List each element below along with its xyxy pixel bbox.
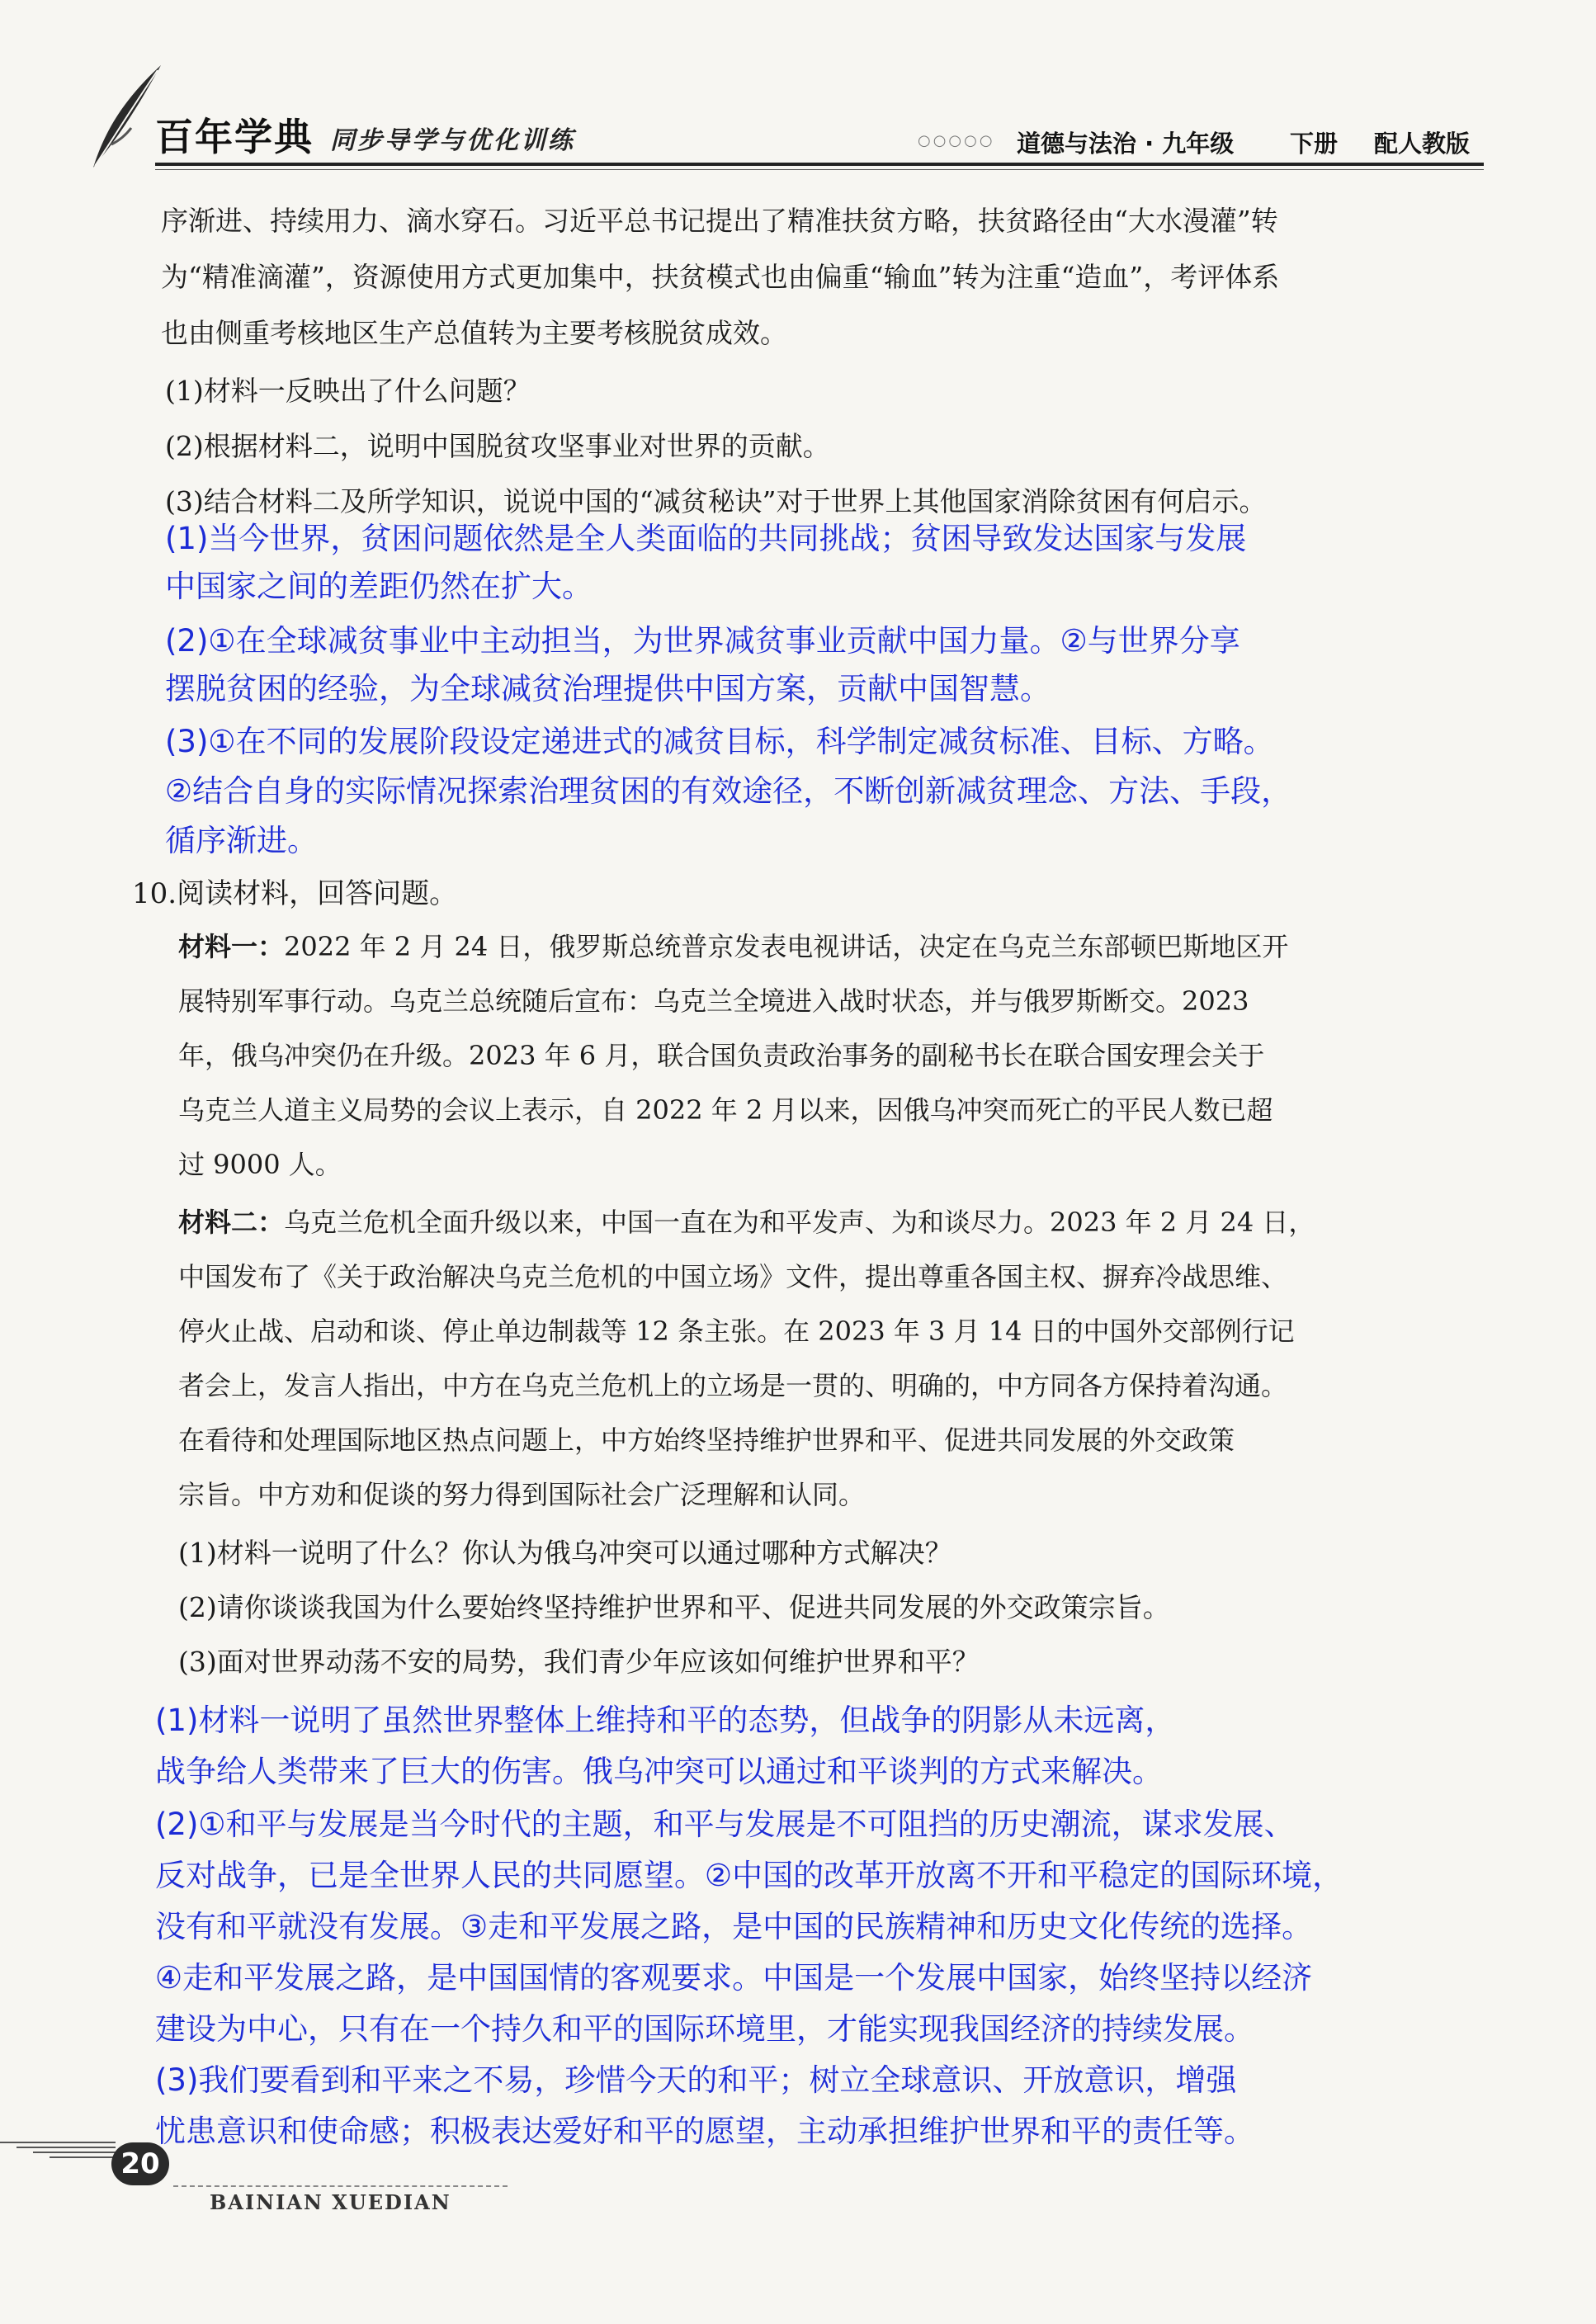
material-two-line: 者会上，发言人指出，中方在乌克兰危机上的立场是一贯的、明确的，中方同各方保持着沟通。: [178, 1370, 1288, 1401]
prev-material-line: 序渐进、持续用力、滴水穿石。习近平总书记提出了精准扶贫方略，扶贫路径由“大水漫灌”转: [161, 205, 1278, 237]
material-two-line: 宗旨。中方劝和促谈的努力得到国际社会广泛理解和认同。: [178, 1479, 866, 1510]
question-item: (1)材料一说明了什么？你认为俄乌冲突可以通过哪种方式解决？: [178, 1537, 952, 1569]
question-item: (1)材料一反映出了什么问题？: [165, 375, 531, 407]
material-two-line: 材料二：乌克兰危机全面升级以来，中国一直在为和平发声、为和谈尽力。2023 年 2 月 24 日，: [178, 1207, 1315, 1238]
answer-line: 没有和平就没有发展。③走和平发展之路，是中国的民族精神和历史文化传统的选择。: [155, 1909, 1313, 1944]
answer-line: 循序渐进。: [165, 823, 318, 858]
material-one-line: 过 9000 人。: [178, 1149, 342, 1180]
answer-line: 反对战争，已是全世界人民的共同愿望。②中国的改革开放离不开和平稳定的国际环境，: [155, 1858, 1343, 1893]
page-number-badge: 20: [111, 2142, 169, 2185]
footer-divider: [173, 2185, 508, 2187]
material-two-label: 材料二：: [178, 1207, 285, 1238]
subject-label: 道德与法治 · 九年级: [1017, 130, 1235, 158]
answer-line: (2)①在全球减贫事业中主动担当，为世界减贫事业贡献中国力量。②与世界分享: [165, 623, 1240, 659]
material-two-line: 中国发布了《关于政治解决乌克兰危机的中国立场》文件，提出尊重各国主权、摒弃冷战思维、: [178, 1261, 1288, 1292]
material-one-line: 乌克兰人道主义局势的会议上表示，自 2022 年 2 月以来，因俄乌冲突而死亡的平民人数已超: [178, 1094, 1273, 1126]
material-two-line: 停火止战、启动和谈、停止单边制裁等 12 条主张。在 2023 年 3 月 14 日的中国外交部例行记: [178, 1316, 1295, 1347]
answer-line: 中国家之间的差距仍然在扩大。: [165, 569, 593, 604]
material-one-line: 展特别军事行动。乌克兰总统随后宣布：乌克兰全境进入战时状态，并与俄罗斯断交。2023: [178, 985, 1249, 1017]
brand-title: 百年学典: [155, 115, 314, 159]
answer-line: (3)①在不同的发展阶段设定递进式的减贫目标，科学制定减贫标准、目标、方略。: [165, 724, 1274, 759]
material-two-line: 在看待和处理国际地区热点问题上，中方始终坚持维护世界和平、促进共同发展的外交政策: [178, 1424, 1235, 1456]
material-one-label: 材料一：: [178, 931, 285, 962]
question-item: (2)根据材料二，说明中国脱贫攻坚事业对世界的贡献。: [165, 430, 830, 462]
answer-line: (3)我们要看到和平来之不易，珍惜今天的和平；树立全球意识、开放意识，增强: [155, 2062, 1237, 2098]
answer-line: (1)当今世界，贫困问题依然是全人类面临的共同挑战；贫困导致发达国家与发展: [165, 521, 1247, 556]
question-title: 10.阅读材料，回答问题。: [132, 877, 458, 910]
question-item: (3)面对世界动荡不安的局势，我们青少年应该如何维护世界和平？: [178, 1646, 980, 1678]
edition-label: 配人教版: [1374, 130, 1471, 158]
decorative-dots: ○○○○○: [918, 132, 995, 149]
answer-line: 摆脱贫困的经验，为全球减贫治理提供中国方案，贡献中国智慧。: [165, 671, 1051, 706]
series-subtitle: 同步导学与优化训练: [330, 126, 575, 155]
material-one-line: 材料一：2022 年 2 月 24 日，俄罗斯总统普京发表电视讲话，决定在乌克兰东部顿巴斯地区开: [178, 931, 1289, 962]
footer-speed-lines: [0, 2137, 124, 2162]
answer-line: (2)①和平与发展是当今时代的主题，和平与发展是不可阻挡的历史潮流，谋求发展、: [155, 1807, 1295, 1842]
material-one-line: 年，俄乌冲突仍在升级。2023 年 6 月，联合国负责政治事务的副秘书长在联合国安理会关于: [178, 1040, 1265, 1071]
answer-line: 建设为中心，只有在一个持久和平的国际环境里，才能实现我国经济的持续发展。: [155, 2011, 1254, 2047]
answer-line: 忧患意识和使命感；积极表达爱好和平的愿望，主动承担维护世界和平的责任等。: [155, 2114, 1254, 2149]
prev-material-line: 也由侧重考核地区生产总值转为主要考核脱贫成效。: [161, 317, 787, 349]
volume-label: 下册: [1290, 130, 1339, 158]
footer-brand-text: BAINIAN XUEDIAN: [210, 2190, 451, 2214]
prev-material-line: 为“精准滴灌”，资源使用方式更加集中，扶贫模式也由偏重“输血”转为注重“造血”，考评体系: [161, 261, 1280, 293]
header-rule: [155, 163, 1484, 166]
question-item: (3)结合材料二及所学知识，说说中国的“减贫秘诀”对于世界上其他国家消除贫困有何启示。: [165, 485, 1267, 517]
answer-line: (1)材料一说明了虽然世界整体上维持和平的态势，但战争的阴影从未远离，: [155, 1703, 1176, 1738]
question-item: (2)请你谈谈我国为什么要始终坚持维护世界和平、促进共同发展的外交政策宗旨。: [178, 1591, 1170, 1623]
answer-line: ②结合自身的实际情况探索治理贫困的有效途径，不断创新减贫理念、方法、手段，: [165, 773, 1292, 809]
header-rule-thin: [155, 169, 1484, 170]
answer-line: ④走和平发展之路，是中国国情的客观要求。中国是一个发展中国家，始终坚持以经济: [155, 1960, 1313, 1996]
answer-line: 战争给人类带来了巨大的伤害。俄乌冲突可以通过和平谈判的方式来解决。: [155, 1754, 1163, 1789]
page-header: [0, 0, 1596, 177]
